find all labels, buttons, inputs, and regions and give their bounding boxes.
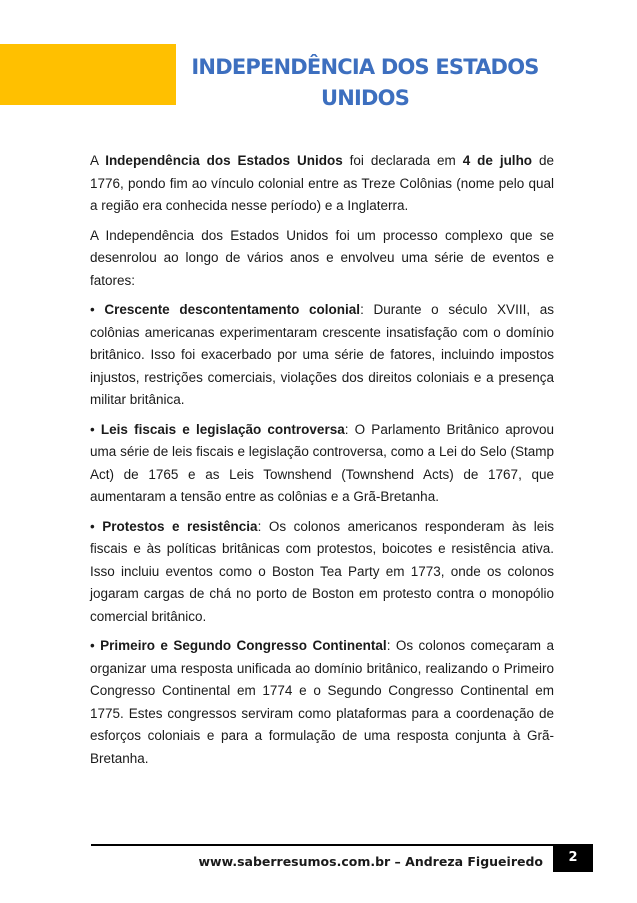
- bullet-item: [90, 635, 554, 770]
- header-accent-bar: [0, 44, 176, 105]
- bold-run: 4 de julho: [462, 153, 533, 168]
- process-paragraph: A Independência dos Estados Unidos foi um processo complexo que se desenrolou ao longo de vários anos e envolveu uma série de eventos e fatores:: [90, 227, 554, 288]
- text-run: de 1776, pondo fim ao vínculo colonial entre as Treze Colônias (nome pelo qual a região era conhecida nesse período) e a Inglaterra.: [90, 153, 554, 213]
- bullet-text: : Os colonos começaram a organizar uma resposta unificada ao domínio britânico, realizando o Primeiro Congresso Continental em 1774 e o Segundo Congresso Continental em 1775. Estes congressos serviram como plataformas para a coordenação de esforços coloniais e para a formulação de uma resposta conjunta à Grã-Bretanha.: [90, 638, 554, 766]
- bullet-text: : Durante o século XVIII, as colônias americanas experimentaram crescente insatisfação com o domínio britânico. Isso foi exacerbado por uma série de fatores, incluindo impostos injustos, restrições comerciais, violações dos direitos coloniais e a presença militar britânica.: [90, 302, 554, 407]
- page-number-badge: 2: [553, 844, 593, 872]
- bold-run: Independência dos Estados Unidos: [105, 153, 343, 168]
- footer-divider: [91, 844, 593, 846]
- text-run: A: [90, 153, 106, 168]
- bullet-text: : Os colonos americanos responderam às leis fiscais e às políticas britânicas com protestos, boicotes e resistência ativa. Isso incluiu eventos como o Boston Tea Party em 1773, onde os colonos jogaram cargas de chá no porto de Boston em protesto contra o monopólio comercial britânico.: [90, 518, 554, 624]
- bullet-marker: •: [90, 518, 103, 534]
- bullet-title: Crescente descontentamento colonial: [104, 302, 361, 317]
- page-title: [180, 52, 550, 114]
- bullet-title: Leis fiscais e legislação controversa: [100, 421, 345, 437]
- bullet-title: Primeiro e Segundo Congresso Continental: [100, 638, 387, 653]
- bullet-marker: •: [90, 638, 101, 653]
- footer-credit: www.saberresumos.com.br – Andreza Figueiredo: [198, 854, 543, 869]
- bullet-text: : O Parlamento Britânico aprovou uma série de leis fiscais e legislação controversa, como a Lei do Selo (Stamp Act) de 1765 e as Leis Townshend (Townshend Acts) de 1767, que aumentaram a tensão entre as colônias e a Grã-Bretanha.: [90, 421, 554, 504]
- bullet-marker: •: [90, 302, 105, 317]
- title-line-1: INDEPENDÊNCIA DOS ESTADOS: [191, 55, 539, 79]
- text-run: foi declarada em: [342, 153, 463, 168]
- bullet-marker: •: [90, 421, 101, 437]
- bullet-item: [90, 299, 554, 412]
- bullet-item: [90, 516, 554, 629]
- bullet-item: [90, 419, 554, 509]
- bullet-title: Protestos e resistência: [102, 518, 258, 534]
- intro-paragraph: [90, 150, 554, 218]
- document-body: [90, 150, 554, 777]
- title-line-2: UNIDOS: [320, 86, 410, 110]
